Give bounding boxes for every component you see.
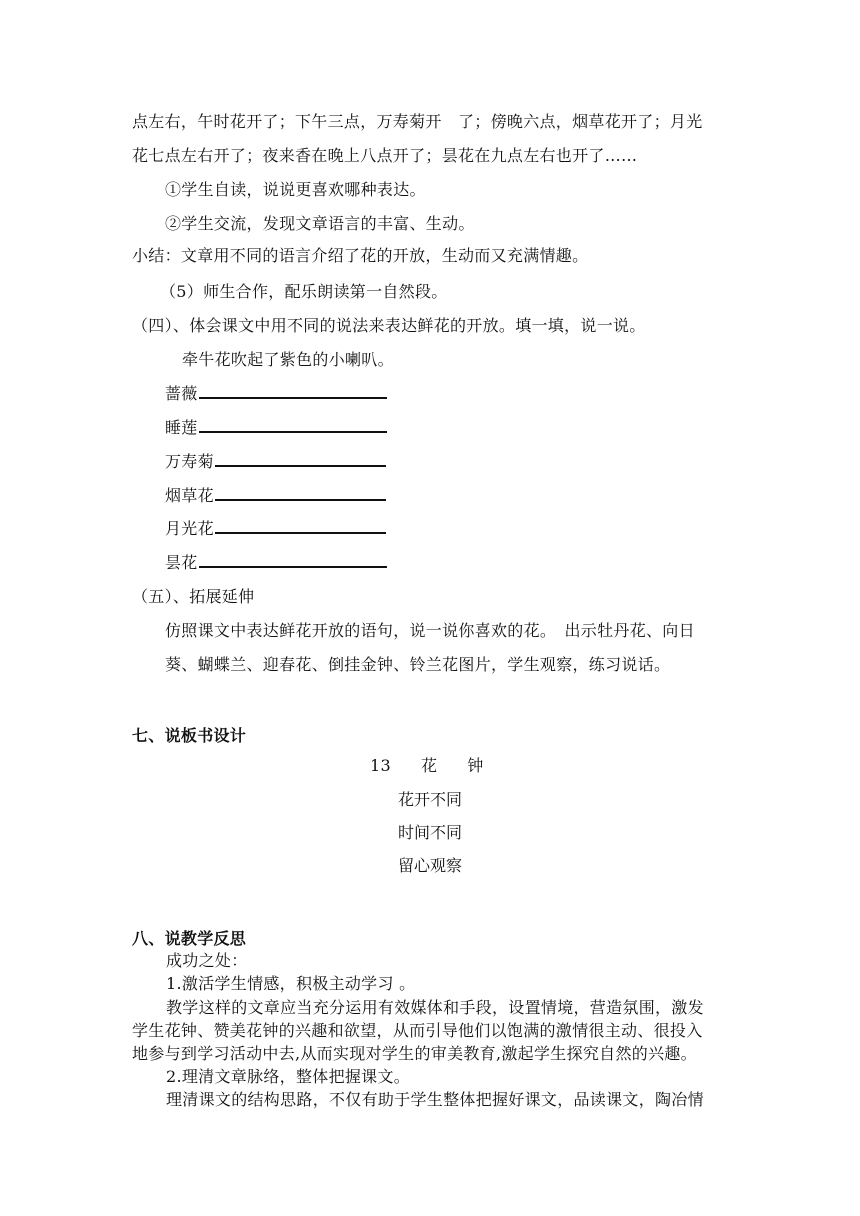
fill-blank[interactable] [215,487,386,501]
step-line: ②学生交流，发现文章语言的丰富、生动。 [165,214,475,233]
board-title-char: 钟 [467,756,484,775]
step-line: （5）师生合作，配乐朗读第一自然段。 [160,282,448,301]
summary-line: 小结：文章用不同的语言介绍了花的开放，生动而又充满情趣。 [132,246,589,265]
example-line: 牵牛花吹起了紫色的小喇叭。 [182,350,394,369]
paragraph-line: 花七点左右开了；夜来香在晚上八点开了；昙花在九点左右也开了…… [132,146,638,165]
fill-item-label: 月光花 [165,519,214,538]
board-title [370,756,484,776]
fill-blank[interactable] [199,385,387,399]
fill-item [165,553,387,573]
fill-item [165,384,387,404]
paragraph-line: 仿照课文中表达鲜花开放的语句，说一说你喜欢的花。 出示牡丹花、向日 [165,621,695,640]
section-heading: （四）、体会课文中用不同的说法来表达鲜花的开放。填一填，说一说。 [132,316,646,335]
fill-item [165,418,387,438]
board-line: 时间不同 [397,823,462,842]
subheading: 成功之处： [166,951,248,970]
fill-blank[interactable] [199,554,387,568]
fill-item-label: 万寿菊 [165,452,214,471]
board-number: 13 [370,756,391,775]
fill-item-label: 烟草花 [165,486,214,505]
step-line: ①学生自读，说说更喜欢哪种表达。 [165,180,426,199]
fill-item-label: 昙花 [165,553,198,572]
point-line: 1.激活学生情感，积极主动学习 。 [166,974,416,993]
paragraph-line: 葵、蝴蝶兰、迎春花、倒挂金钟、铃兰花图片，学生观察，练习说话。 [165,655,671,674]
paragraph-line: 地参与到学习活动中去,从而实现对学生的审美教育,激起学生探究自然的兴趣。 [132,1044,697,1063]
fill-item [165,519,386,539]
section-heading: 八、说教学反思 [132,929,247,948]
fill-item [165,486,386,506]
paragraph-line: 教学这样的文章应当充分运用有效媒体和手段，设置情境，营造氛围，激发 [166,998,704,1017]
point-line: 2.理清文章脉络，整体把握课文。 [166,1067,411,1086]
fill-blank[interactable] [199,419,387,433]
fill-item-label: 睡莲 [165,418,198,437]
board-line: 留心观察 [397,856,462,875]
paragraph-line: 学生花钟、赞美花钟的兴趣和欲望，从而引导他们以饱满的激情很主动、很投入 [132,1021,703,1040]
fill-item-label: 蔷薇 [165,384,198,403]
section-heading: （五）、拓展延伸 [132,587,255,606]
section-heading: 七、说板书设计 [132,726,247,745]
paragraph-line: 点左右，午时花开了；下午三点，万寿菊开 了；傍晚六点，烟草花开了；月光 [132,112,703,131]
fill-blank[interactable] [215,520,386,534]
board-title-char: 花 [420,756,438,775]
paragraph-line: 理清课文的结构思路，不仅有助于学生整体把握好课文，品读课文，陶冶情 [166,1090,704,1109]
fill-blank[interactable] [215,453,386,467]
board-line: 花开不同 [397,790,462,809]
fill-item [165,452,386,472]
